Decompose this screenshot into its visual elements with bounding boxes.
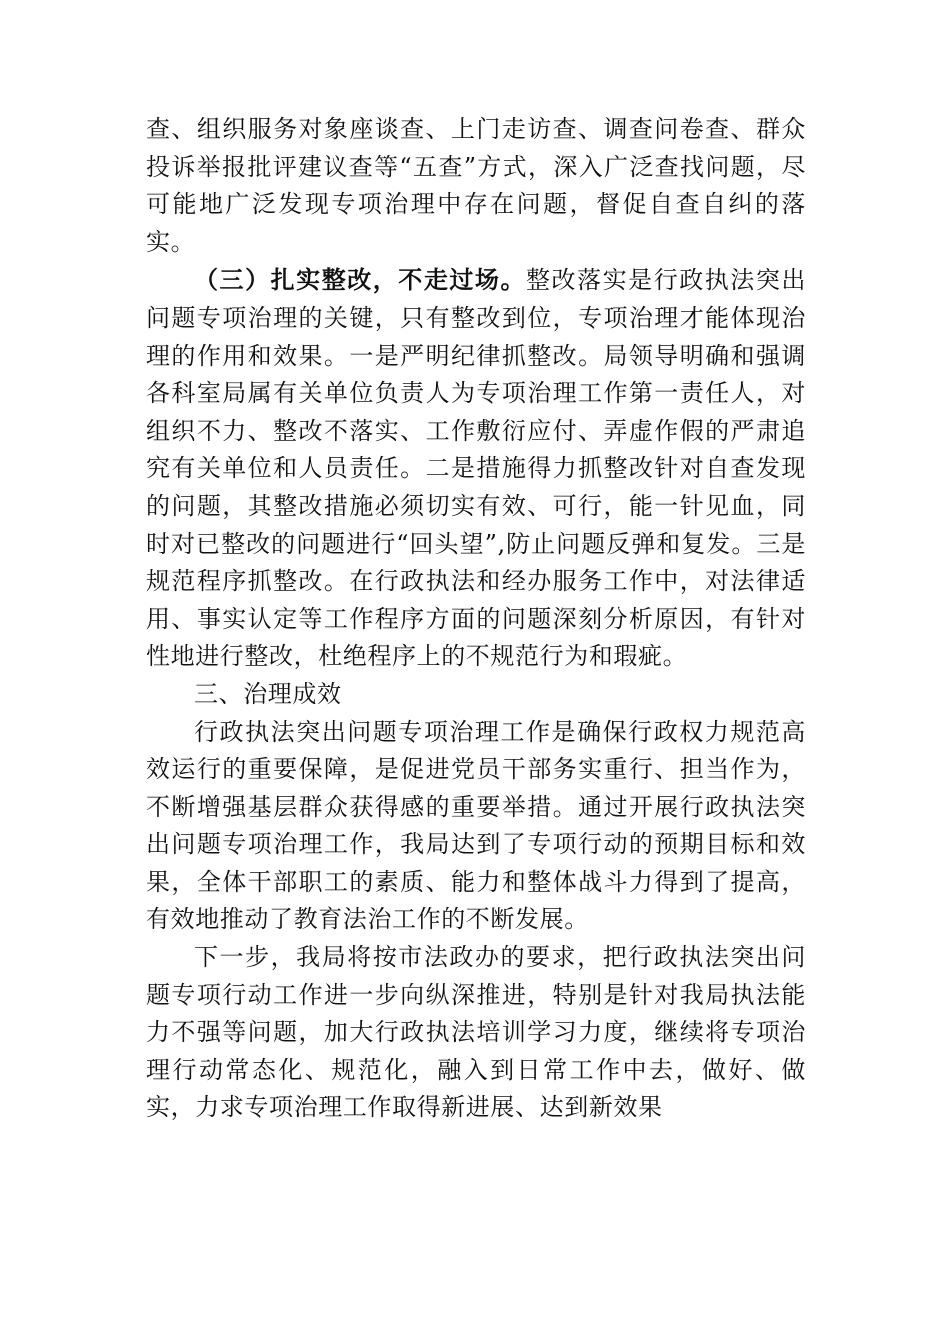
document-page [146, 111, 806, 1127]
section-heading-results: 三、治理成效 [194, 679, 342, 708]
paragraph-results: 行政执法突出问题专项治理工作是确保行政权力规范高效运行的重要保障，是促进党员干部务实重行、担当作为，不断增强基层群众获得感的重要举措。通过开展行政执法突出问题专项治理工作，我局达到了专项行动的预期目标和效果，全体干部职工的素质、能力和整体战斗力得到了提高，有效地推动了教育法治工作的不断发展。 [146, 717, 806, 934]
paragraph-rectification [146, 261, 806, 676]
section-subheading: （三）扎实整改，不走过场。 [194, 265, 526, 295]
paragraph-continuation: 查、组织服务对象座谈查、上门走访查、调查问卷查、群众投诉举报批评建议查等“五查”方式，深入广泛查找问题，尽可能地广泛发现专项治理中存在问题，督促自查自纠的落实。 [146, 115, 806, 256]
paragraph-next-step: 下一步，我局将按市法政办的要求，把行政执法突出问题专项行动工作进一步向纵深推进，特别是针对我局执法能力不强等问题，加大行政执法培训学习力度，继续将专项治理行动常态化、规范化，融入到日常工作中去，做好、做实，力求专项治理工作取得新进展、达到新效果 [146, 943, 806, 1122]
paragraph-rectification-text: 整改落实是行政执法突出问题专项治理的关键，只有整改到位，专项治理才能体现治理的作用和效果。一是严明纪律抓整改。局领导明确和强调各科室局属有关单位负责人为专项治理工作第一责任人，对组织不力、整改不落实、工作敷衍应付、弄虚作假的严肃追究有关单位和人员责任。二是措施得力抓整改针对自查发现的问题，其整改措施必须切实有效、可行，能一针见血，同时对已整改的问题进行“回头望”,防止问题反弹和复发。三是规范程序抓整改。在行政执法和经办服务工作中，对法律适用、事实认定等工作程序方面的问题深刻分析原因，有针对性地进行整改，杜绝程序上的不规范行为和瑕疵。 [146, 266, 806, 671]
